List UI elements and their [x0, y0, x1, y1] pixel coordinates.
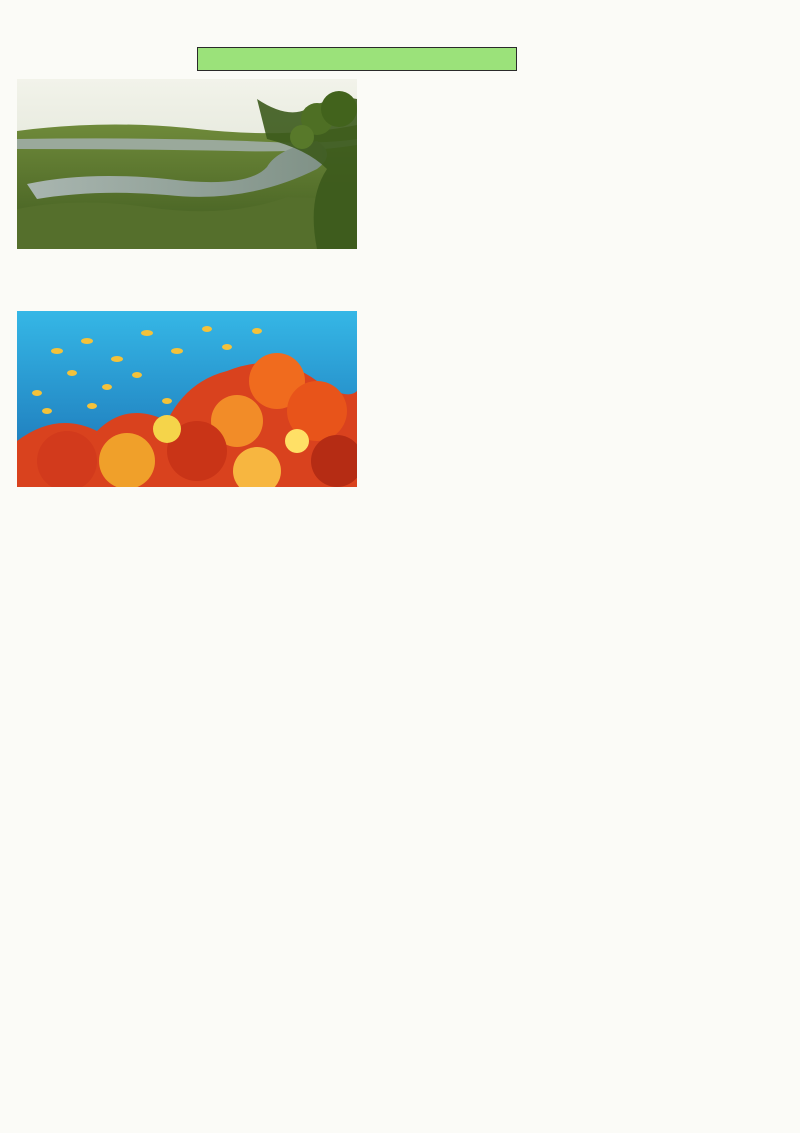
text-line: [214, 1072, 777, 1096]
text-line: [367, 136, 777, 160]
text-line: [214, 664, 777, 688]
text-line: [367, 520, 777, 544]
river-landscape-photo: [17, 79, 357, 249]
text-line: [367, 328, 777, 352]
text-line: [214, 952, 777, 976]
text-line: [214, 856, 777, 880]
text-line: [392, 88, 777, 112]
text-line: [367, 352, 777, 376]
text-line: [367, 208, 777, 232]
text-line: [367, 592, 777, 616]
text-line: [367, 232, 777, 256]
text-line: [367, 616, 777, 640]
text-line: [367, 640, 777, 664]
text-line: [240, 808, 777, 832]
text-line: [214, 928, 777, 952]
text-line: [214, 1048, 777, 1072]
coral-reef-photo: [17, 311, 357, 487]
text-line: [367, 112, 777, 136]
text-line: [367, 496, 777, 520]
text-line: [214, 976, 777, 1000]
text-line: [214, 1024, 777, 1048]
text-line: [214, 736, 777, 760]
text-line: [214, 904, 777, 928]
text-line: [214, 1000, 777, 1024]
text-line: [367, 472, 777, 496]
text-line: [214, 688, 777, 712]
text-line: [367, 304, 777, 328]
ocean-section-line: [392, 568, 777, 592]
text-line: [214, 760, 777, 784]
text-line: [214, 832, 777, 856]
text-line: [367, 160, 777, 184]
text-line: [214, 880, 777, 904]
whales-line: [214, 1096, 777, 1120]
text-line: [392, 448, 777, 472]
text-line: [367, 184, 777, 208]
text-line: [367, 376, 777, 400]
text-line: [392, 280, 777, 304]
chapter-title: [197, 47, 517, 71]
text-line: [214, 712, 777, 736]
text-line: [367, 400, 777, 424]
